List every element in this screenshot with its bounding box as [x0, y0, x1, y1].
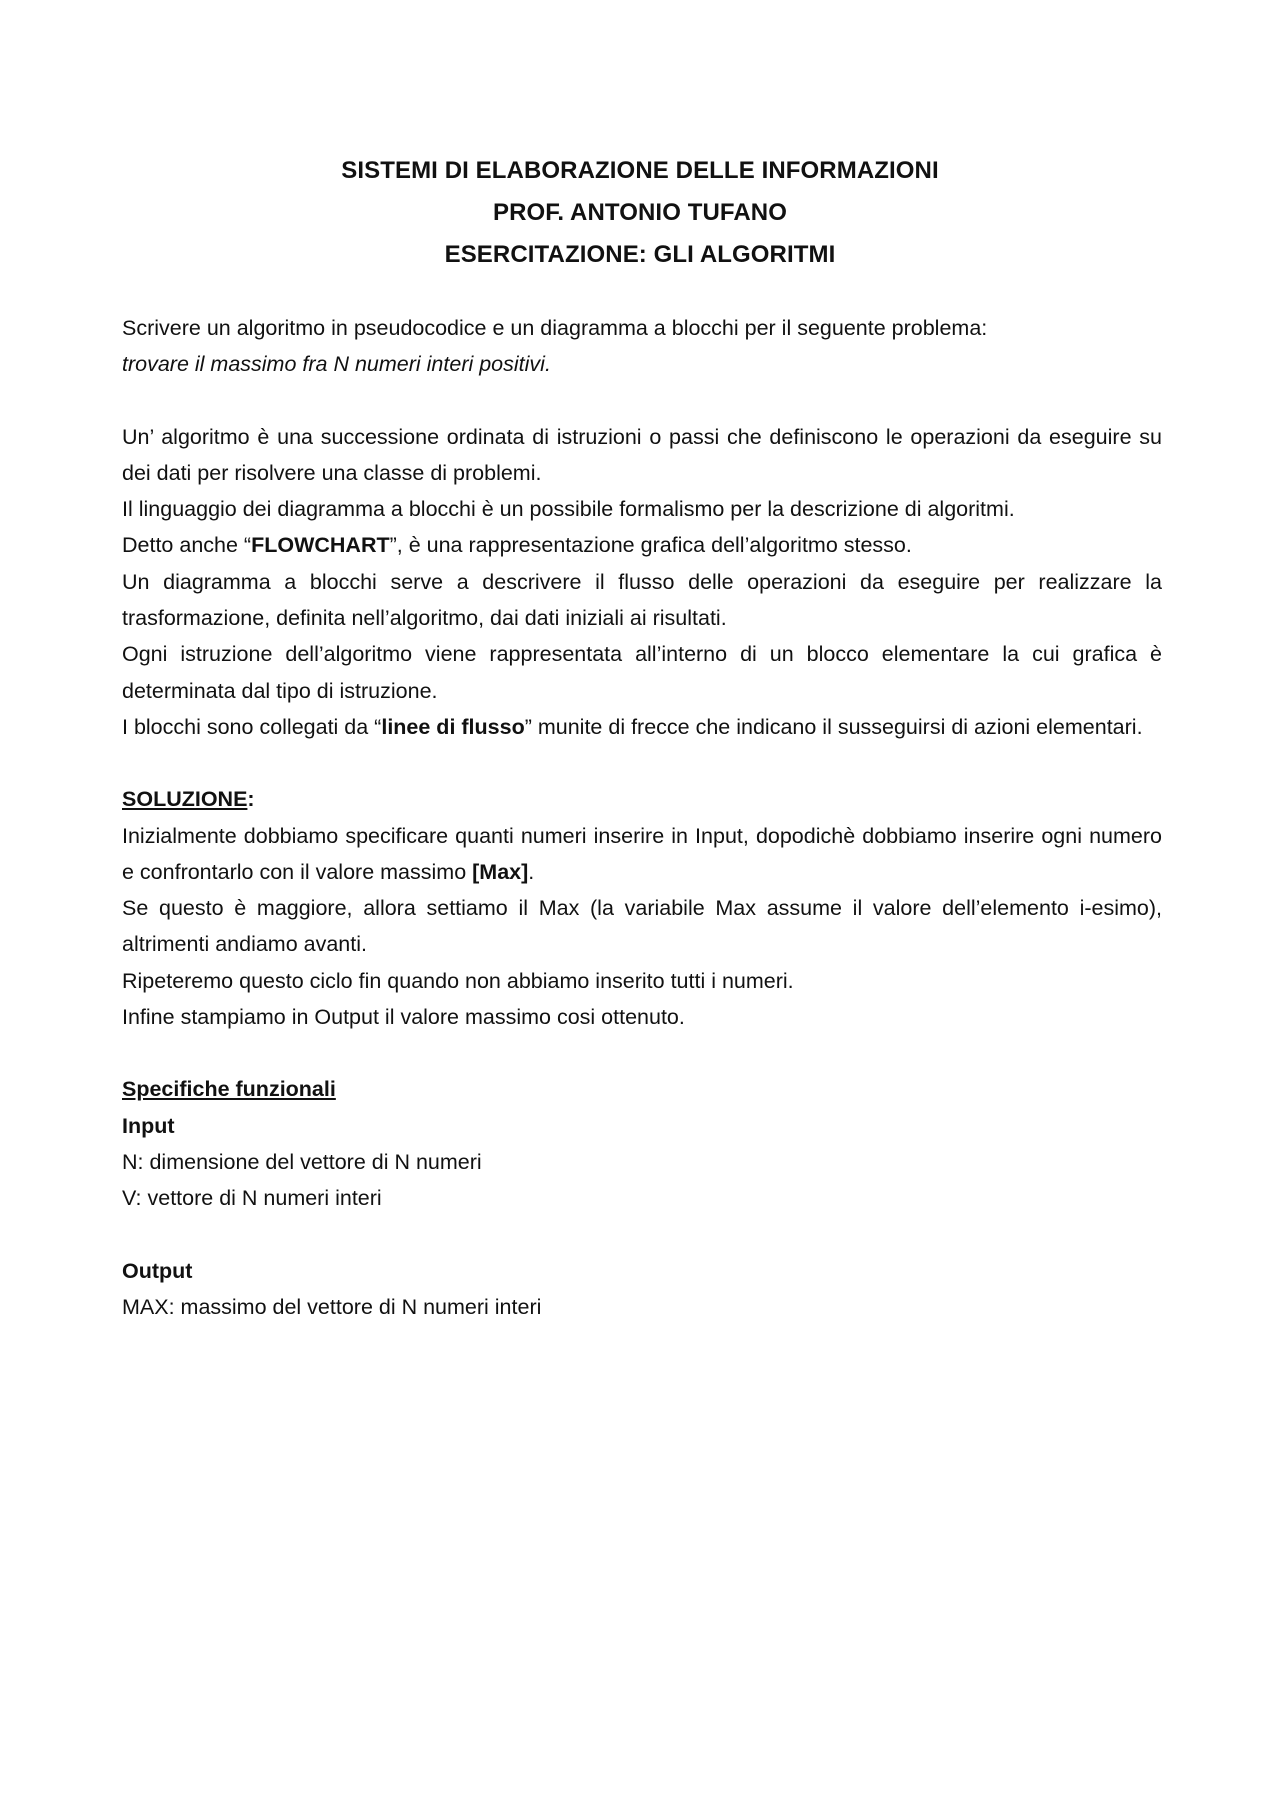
text-span: Inizialmente dobbiamo specificare quanti numeri inserire in Input, dopodichè dobbiamo inserire ogni numero e confrontarlo con il valore massimo: [122, 823, 1162, 884]
theory-paragraph-4: Un diagramma a blocchi serve a descrivere il flusso delle operazioni da eseguire per realizzare la trasformazione, definita nell’algoritmo, dai dati iniziali ai risultati.: [122, 569, 1162, 631]
solution-heading: [122, 781, 1162, 817]
input-label: Input: [122, 1113, 175, 1138]
professor-name: PROF. ANTONIO TUFANO: [492, 199, 787, 226]
output-label: Output: [122, 1258, 193, 1283]
document-header: [0, 150, 1280, 276]
solution-heading-text: SOLUZIONE: [122, 787, 248, 812]
theory-paragraph-3: [122, 527, 1162, 563]
document-body: [122, 310, 1162, 1325]
theory-paragraph-1: Un’ algoritmo è una successione ordinata di istruzioni o passi che definiscono le operazioni da eseguire su dei dati per risolvere una classe di problemi.: [122, 424, 1162, 485]
flowchart-term: FLOWCHART: [251, 533, 390, 558]
solution-heading-colon: :: [247, 787, 255, 812]
max-term: [Max]: [472, 859, 529, 884]
exercise-title: ESERCITAZIONE: GLI ALGORITMI: [444, 241, 836, 268]
text-span: Detto anche “: [122, 533, 252, 558]
solution-paragraph-4: Infine stampiamo in Output il valore massimo cosi ottenuto.: [122, 1005, 685, 1030]
spacer: [122, 1035, 1162, 1071]
course-title: SISTEMI DI ELABORAZIONE DELLE INFORMAZIONI: [341, 157, 939, 184]
spacer: [122, 745, 1162, 781]
input-item: N: dimensione del vettore di N numeri: [122, 1149, 482, 1174]
spacer: [122, 383, 1162, 419]
task-statement: Scrivere un algoritmo in pseudocodice e un diagramma a blocchi per il seguente problema:: [122, 316, 988, 340]
problem-statement: trovare il massimo fra N numeri interi positivi.: [122, 352, 551, 377]
theory-paragraph-6: [122, 709, 1162, 745]
output-item: MAX: massimo del vettore di N numeri interi: [122, 1294, 542, 1319]
text-span: ” munite di frecce che indicano il susseguirsi di azioni elementari.: [524, 714, 1143, 739]
input-item: V: vettore di N numeri interi: [122, 1186, 382, 1211]
specs-heading: Specifiche funzionali: [122, 1077, 336, 1102]
solution-paragraph-1: [122, 818, 1162, 891]
solution-paragraph-3: Ripeteremo questo ciclo fin quando non abbiamo inserito tutti i numeri.: [122, 968, 794, 993]
text-span: I blocchi sono collegati da “: [122, 714, 382, 739]
flow-lines-term: linee di flusso: [381, 714, 525, 739]
theory-paragraph-2: Il linguaggio dei diagramma a blocchi è un possibile formalismo per la descrizione di algoritmi.: [122, 497, 1015, 522]
text-span: .: [528, 859, 535, 884]
spacer: [122, 1217, 1162, 1253]
text-span: ”, è una rappresentazione grafica dell’algoritmo stesso.: [389, 533, 912, 558]
theory-paragraph-5: Ogni istruzione dell’algoritmo viene rappresentata all’interno di un blocco elementare la cui grafica è determinata dal tipo di istruzione.: [122, 642, 1162, 703]
solution-paragraph-2: Se questo è maggiore, allora settiamo il Max (la variabile Max assume il valore dell’elemento i-esimo), altrimenti andiamo avanti.: [122, 896, 1162, 957]
